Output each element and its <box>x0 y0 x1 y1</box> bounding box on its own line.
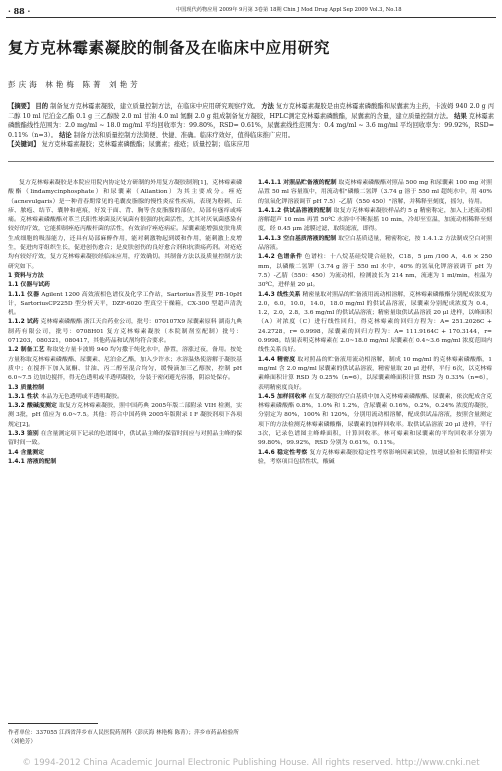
text-1-4-1-1: 取克林霉素磷酸酯对照品 500 mg 和尿囊素 100 mg 对照品置 50 ml 容量瓶中，用流动相"磷酸二氢钾（3.74 g 溶于 550 ml 超纯水中，用 40% 的氢氧化钾溶液调节 pH 7.5）-乙腈（550 450）"溶解，并稀释至刻度，摇匀，待用。 <box>258 180 492 205</box>
page-number: · 88 · <box>8 6 31 16</box>
label-1-4-1-1: 1.4.1.1 对照品贮备液的配制 <box>258 180 337 186</box>
right-column <box>258 179 492 467</box>
conclusion-text: 制备方法和质量控制方法简便、快捷、准确。临床疗效好，值得临床推广应用。 <box>73 131 295 139</box>
label-1-3-2: 1.3.2 酸碱度测定 <box>8 403 58 410</box>
header-rule <box>6 17 496 18</box>
paragraph-1-4-1-3 <box>258 235 492 254</box>
label-1-1-2: 1.1.2 试药 <box>8 319 39 326</box>
footnote-rule <box>8 723 98 724</box>
text-1-4-1-3: 取空白基质适量，精密称定，按 1.4.1.2 方法制成空白对照品溶液。 <box>258 235 493 252</box>
text-1-3-2: 取复方克林霉素凝胶，照中国药典 2005年版二部附录 VIH 检测，实测 3批，pH 值应为 6.0~7.5。其他：符合中国药典 2005年版附录 I F 凝胶剂项下各项规定[2]。 <box>8 403 243 428</box>
section-heading-1-3: 1.3 质量控制 <box>8 384 45 391</box>
keywords-tag: 【关键词】 <box>8 141 40 149</box>
text-1-1-2: 克林霉素磷酸酯 浙江天台药业公司，批号：070107X9 尿囊素原料 湖南九典制药有限公司，批号：0708H01 复方克林霉素凝胶（本院制剂室配制）批号：071203，080321，080417，其他药品和试剂均符合要求。 <box>8 319 242 345</box>
label-1-4-4: 1.4.4 精密度 <box>258 356 296 363</box>
text-1-4-4: 取对照品的贮备液用流动相溶解，制成 10 mg/ml 的克林霉素磷酸酯，1 mg/ml 含 2.0 mg/ml 尿囊素的供试品溶液，精密量取 20 μl 进样，平行 6次，以克林霉素峰面积计算 RSD 为 0.25%（n=6），以尿囊素峰面积计算 RSD 为 0.33%（n=6），表明精密度良好。 <box>258 356 492 391</box>
section-heading-1: 1 资料与方法 <box>8 272 44 279</box>
paragraph-1-1-2 <box>8 318 242 346</box>
paragraph-1-4-1-2 <box>258 207 492 235</box>
label-1-4-1-3: 1.4.1.3 空白基质溶液的配制 <box>258 235 337 242</box>
method-text: 复方克林霉素凝胶是由克林霉素磷酸酯和尿囊素为主药，卡波姆 940 2.0 g 丙二醇 10 ml 尼泊金乙酯 0.1 g 三乙醇胺 2.0 ml 甘油 4.0 ml 氮酮 2.0 g 组成制备复方凝胶，HPLC测定克林霉素磷酸酯，尿囊素的含量，建立质量控制方法。 <box>8 103 495 120</box>
paragraph-1-4-1-1 <box>258 179 492 207</box>
text-1-4-5: 在复方凝胶的空白基质中加入克林霉素磷酸酯、尿囊素，依次配成含克林霉素磷酸酯 0.8%，1.0% 和 1.2%，含尿囊素 0.16%，0.2%，0.24% 浓度的凝胶，分别定为 80%，100% 和 120%，分别用流动相溶解，配成供试品溶液，按照含量测定项下的方法检测克林霉素磷酸酯，尿囊素的加样回收率。取供试品溶液 20 μl 进样，平行 3次，记录色谱图主峰峰面积，计算回收率。林可霉素和尿囊素的平均回收率分别为 99.80%，99.92%，RSD 分别为 0.61%，0.11%。 <box>258 393 493 447</box>
label-1-4-3: 1.4.3 线性关系 <box>258 291 301 298</box>
section-heading-1-4: 1.4 含量测定 <box>8 449 45 456</box>
label-1-4-6: 1.4.6 稳定性考察 <box>258 449 308 456</box>
paragraph-1-4-2 <box>258 253 492 290</box>
paragraph-1-4-4 <box>258 356 492 393</box>
paragraph-1-3-2 <box>8 402 242 430</box>
label-1-4-5: 1.4.5 加样回收率 <box>258 393 307 400</box>
abstract-paragraph <box>8 102 494 140</box>
paragraph-1-4-5 <box>258 393 492 449</box>
keywords-paragraph <box>8 140 494 150</box>
abstract-block <box>8 102 494 150</box>
label-1-3-1: 1.3.1 性状 <box>8 393 39 400</box>
label-1-4-2: 1.4.2 色谱条件 <box>258 254 303 261</box>
text-1-3-3: 在含量测定项下记录的色谱图中，供试品主峰的保留时间应与对照品主峰的保留时间一致。 <box>8 431 243 447</box>
label-1-4-1-2: 1.4.1.2 供试品溶液的配制 <box>258 207 332 214</box>
text-1-4-3: 精密量取对照品的贮备液用流动相溶解，克林霉素磷酸酯分别配成浓度为 2.0，6.0，10.0，14.0，18.0 mg/ml 的供试品溶液，尿囊素分别配成浓度为 0.4，1.2，2.0，2.8，3.6 mg/ml 的供试品溶液；精密量取供试品溶液 20 μl 进样，以峰面积（A）对浓度（C）进行线性回归，得克林霉素的回归方程为：A= 251.2026C + 24.2728，r= 0.9998，尿囊素的回归方程为：A= 111.9164C + 170.3144，r= 0.9998。结果表明克林霉素在 2.0~18.0 mg/ml 尿囊素在 0.4~3.6 mg/ml 浓度范围内线性关系良好。 <box>258 291 493 354</box>
paragraph-1-4-3 <box>258 291 492 356</box>
page-header <box>0 0 502 20</box>
summary-tag: 【摘要】 <box>8 103 34 110</box>
left-column <box>8 179 242 467</box>
intro-paragraph: 复方克林霉素凝胶是本院应用院内协定处方研制的外用复方凝胶制剂[1]，克林霉素磷酸酯（lindamycinphosphate）和尿囊素（Allantion）为其主要成分。痤疮（acnevulgaris）是一种青春期常见的毛囊皮脂腺的慢性炎症性疾病，表现为粉刺、丘疹、脓疱、结节、囊肿和疤痕，好发于面、背、胸等含皮脂腺的部位，局部有瘙痒或疼痛。克林霉素磷酸酯对革兰氏阳性球菌及厌氧菌有很强的抗菌活性，尤其对厌氧菌感染有较好的疗效，它能抑制痤疮丙酸杆菌的活性，有效治疗痤疮病症。尿囊素能增强皮肤角质生成细胞的吸湿能力，还具有局部麻醉作用，能对刺激物起到缓和作用，能刺激上皮增生，促进肉芽组织生长，促进创伤愈合；是皮肤创伤的良好愈合剂和抗溃疡药剂。对疮疮均有较好疗效，复方克林霉素凝胶经临床应用，疗效确切。其制备方法以及质量控制方法研究如下。 <box>8 180 242 270</box>
article-authors: 彭庆海 林艳梅 陈菁 刘艳芳 <box>8 80 141 89</box>
purpose-text: 制备复方克林霉素凝胶，建立质量控制方法，在临床中应用研究观察疗效。 <box>50 103 260 110</box>
text-1-4-1-2: 取复方克林霉素凝胶样品约 5 g 精密称定，加入上述流动相溶解超声 10 min 再置 50℃ 水浴中不断振摇 10 min，冷却至室温，加流动相稀释至刻度，经 0.45 μm 滤膜过滤，取续滤液，即得。 <box>258 207 493 233</box>
abstract-divider <box>8 161 494 162</box>
author-affiliation-footnote: 作者单位：337055 江西省萍乡市人民医院药剂科（彭庆海 林艳梅 陈菁）；萍乡市药品检验所（刘艳芳） <box>8 730 239 745</box>
paragraph-1-3-1 <box>8 393 242 402</box>
text-1-4-2: 色谱柱：十八烷基硅烷键合硅胶，C18，5 μm /100 A，4.6 × 250 mm，以磷酸二氢钾（3.74 g 溶于 550 ml 水中，40% 的氢氧化钾溶液调节 pH 为 7.5）-乙腈（550：450）为流动相，检测波长为 214 nm，流速为 1 ml/min，柱温为 30℃，进样量 20 μl。 <box>258 254 492 289</box>
paragraph-1-1-1 <box>8 291 242 319</box>
journal-running-head: 中国现代药物应用 2009年 9月第 3卷第 18期 Chin J Mod Drug Appl Sep 2009 Vol.3, No.18 <box>176 7 402 13</box>
text-1-4-6: 复方克林霉素凝胶稳定性考察影响因素试验，加速试验和长期留样实验，考察项目包括性状，酸碱 <box>258 449 493 465</box>
method-tag: 方法 <box>261 103 274 110</box>
label-1-3-3: 1.3.3 鉴别 <box>8 431 39 438</box>
paragraph-1-2 <box>8 346 242 383</box>
conclusion-tag: 结论 <box>59 131 72 139</box>
purpose-tag: 目的 <box>35 103 49 110</box>
paragraph-1-4-6 <box>258 449 492 468</box>
label-1-1-1: 1.1.1 仪器 <box>8 291 40 298</box>
section-heading-1-4-1: 1.4.1 溶液的配制 <box>8 458 57 465</box>
result-tag: 结果 <box>454 112 467 120</box>
text-1-1-1: Agilent 1200 高效液相色谱仪及化学工作站，Sartorius普及型 PB-10pH 计，SartoriusCP225D 型分析天平，DZF-6020 型真空干燥箱，CX-300 型超声清洗机。 <box>8 291 242 317</box>
article-title: 复方克林霉素凝胶的制备及在临床中应用研究 <box>8 38 331 57</box>
text-1-3-1: 本品为无色透明或半透明凝胶。 <box>40 393 123 400</box>
paragraph-1-3-3 <box>8 430 242 449</box>
label-1-2: 1.2 制备工艺 <box>8 347 45 354</box>
keywords-text: 复方克林霉素凝胶；克林霉素磷酸酯；尿囊素；痤疮；质量控制；临床应用 <box>41 141 250 149</box>
copyright-watermark: © 1994-2012 China Academic Journal Electronic Publishing House. All rights reserved. http://www.cnki.net <box>22 758 480 768</box>
section-heading-1-1: 1.1 仪器与试药 <box>8 282 50 289</box>
result-text: 克林霉素磷酸酯线性范围为：2.0 mg/ml ~ 18.0 mg/ml 平均回收率为：99.80%，RSD= 0.61%，尿囊素线性范围为：0.4 mg/ml ~ 3.6 mg/ml 平均回收率为：99.92%，RSD= 0.11%（n=3）。 <box>8 112 494 139</box>
text-1-2: 称取处方量卡波姆 940 均匀撒于纯化水中，静置，溶涨过夜，备用。按处方量称取克林霉素磷酸酯、尿囊素、尼泊金乙酯，加入少许水；水溶温热使溶解于凝胶基质中；在搅拌下加入氮酮、甘油、丙二醇至混合均匀，缓慢滴加三乙醇胺，控制 pH 6.0~7.5 边加边搅拌，得无色透明或半透明凝胶，分装于密闭避光容器，阴凉处保存。 <box>8 347 242 382</box>
